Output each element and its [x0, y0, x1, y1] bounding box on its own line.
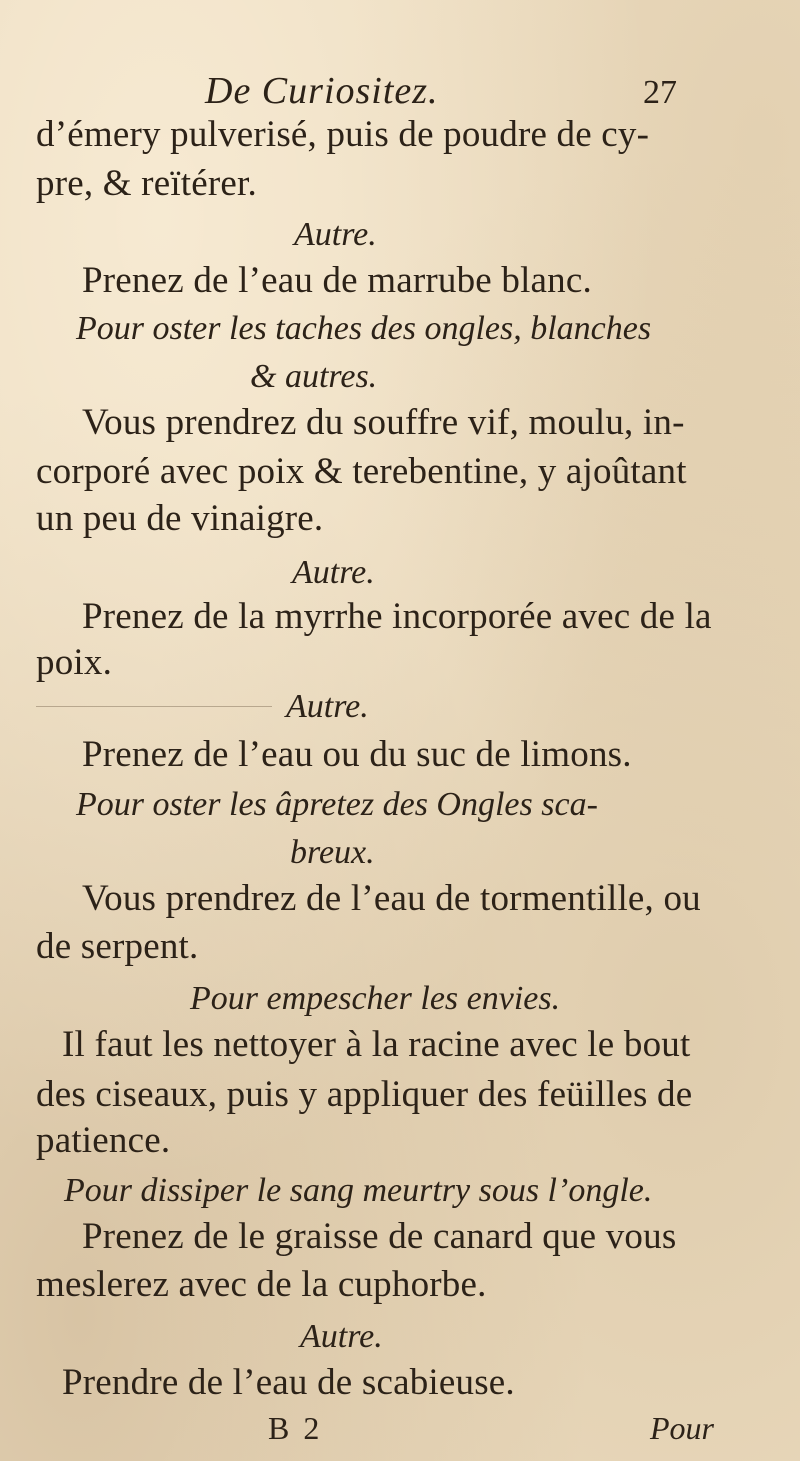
heading-apretez-cont: breux. [290, 834, 375, 871]
text-line-16: meslerez avec de la cuphorbe. [36, 1264, 487, 1305]
text-line-14: patience. [36, 1120, 171, 1161]
heading-taches-ongles-cont: & autres. [250, 358, 378, 395]
text-line-6: un peu de vinaigre. [36, 498, 324, 539]
heading-autre: Autre. [294, 216, 377, 253]
heading-autre: Autre. [286, 688, 369, 725]
divider-rule-left [36, 706, 272, 707]
text-line-12: Il faut les nettoyer à la racine avec le bout [62, 1024, 691, 1065]
text-line-15: Prenez de le graisse de canard que vous [82, 1216, 677, 1257]
text-line-8: poix. [36, 642, 113, 683]
text-line-17: Prendre de l’eau de scabieuse. [62, 1362, 515, 1403]
catchword: Pour [650, 1410, 714, 1446]
heading-taches-ongles: Pour oster les taches des ongles, blanches [76, 310, 652, 347]
text-line-11: de serpent. [36, 926, 199, 967]
heading-autre: Autre. [292, 554, 375, 591]
page-number: 27 [643, 74, 677, 111]
running-title: De Curiositez. [205, 70, 439, 112]
text-line-13: des ciseaux, puis y appliquer des feüilles de [36, 1074, 693, 1115]
heading-autre: Autre. [300, 1318, 383, 1355]
heading-apretez: Pour oster les âpretez des Ongles sca- [76, 786, 598, 823]
text-line-4: Vous prendrez du souffre vif, moulu, in- [82, 402, 685, 443]
text-line-7: Prenez de la myrrhe incorporée avec de la [82, 596, 712, 637]
text-line-3: Prenez de l’eau de marrube blanc. [82, 260, 592, 301]
signature-mark: B 2 [268, 1410, 323, 1446]
text-line-5: corporé avec poix & terebentine, y ajoûtant [36, 451, 687, 492]
text-line-1: d’émery pulverisé, puis de poudre de cy- [36, 114, 650, 155]
text-line-10: Vous prendrez de l’eau de tormentille, ou [82, 878, 701, 919]
heading-envies: Pour empescher les envies. [190, 980, 561, 1017]
text-line-9: Prenez de l’eau ou du suc de limons. [82, 734, 632, 775]
heading-sang-meurtry: Pour dissiper le sang meurtry sous l’ongle. [64, 1172, 653, 1209]
text-line-2: pre, & reïtérer. [36, 163, 257, 204]
